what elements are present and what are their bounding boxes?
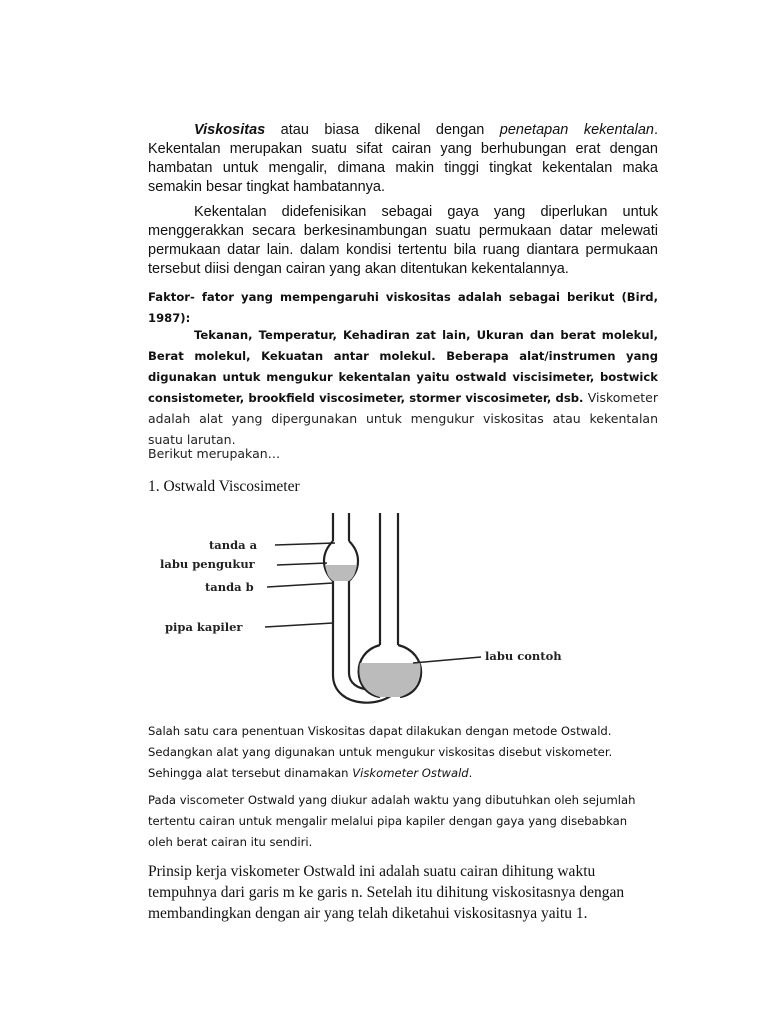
method-paragraph xyxy=(148,721,668,784)
measured-paragraph: Pada viscometer Ostwald yang diukur adalah waktu yang dibutuhkan oleh sejumlah tertentu cairan untuk mengalir melalui pipa kapiler dengan gaya yang disebabkan oleh berat cairan itu sendiri. xyxy=(148,793,636,849)
term-viskometer-ostwald: Viskometer Ostwald xyxy=(352,766,469,780)
factors-heading: Faktor- fator yang mempengaruhi viskositas adalah sebagai berikut (Bird, 1987): xyxy=(148,290,658,325)
intro-text-1: atau biasa dikenal dengan xyxy=(265,122,500,138)
principle-paragraph: Prinsip kerja viskometer Ostwald ini adalah suatu cairan dihitung waktu tempuhnya dari garis m ke garis n. Setelah itu dihitung viskositasnya dengan membandingkan dengan air yang telah diketahui viskositasnya yaitu 1. xyxy=(148,863,625,922)
list-item-ostwald: 1. Ostwald Viscosimeter xyxy=(148,478,300,495)
method-text: Salah satu cara penentuan Viskositas dapat dilakukan dengan metode Ostwald. Sedangkan alat yang digunakan untuk mengukur viskositas disebut viskometer. Sehingga alat tersebut dinamakan xyxy=(148,724,613,780)
leader-lines xyxy=(265,543,481,663)
label-labu-contoh: labu contoh xyxy=(485,649,562,663)
berikut-line: Berikut merupakan… xyxy=(148,446,281,461)
label-tanda-b: tanda b xyxy=(205,580,254,594)
term-penetapan: penetapan kekentalan xyxy=(499,122,654,138)
factors-paragraph xyxy=(148,325,658,451)
term-viskositas: Viskositas xyxy=(194,122,266,138)
ostwald-viscometer-diagram xyxy=(155,505,595,715)
label-tanda-a: tanda a xyxy=(209,538,258,552)
label-pipa-kapiler: pipa kapiler xyxy=(165,620,243,634)
definition-text: Kekentalan didefenisikan sebagai gaya yang diperlukan untuk menggerakkan secara berkesinambungan suatu permukaan datar melewati permukaan datar lain. dalam kondisi tertentu bila ruang diantara permukaan tersebut diisi dengan cairan yang akan ditentukan kekentalannya. xyxy=(148,204,658,277)
factors-handwritten-text: Viskometer adalah alat yang dipergunakan untuk mengukur viskositas atau kekentalan suatu larutan. xyxy=(148,390,658,447)
definition-paragraph xyxy=(148,203,658,279)
factors-text: Tekanan, Temperatur, Kehadiran zat lain, Ukuran dan berat molekul, Berat molekul, Kekuatan antar molekul. Beberapa alat/instrumen yang digunakan untuk mengukur kekentalan yaitu ostwald viscisimeter, bostwick consistometer, brookfield viscosimeter, stormer viscosimeter, dsb. xyxy=(148,328,658,405)
method-end: . xyxy=(468,766,473,780)
label-labu-pengukur: labu pengukur xyxy=(160,557,255,571)
intro-text-2: . Kekentalan merupakan suatu sifat cairan yang berhubungan erat dengan hambatan untuk mengalir, dimana makin tinggi tingkat kekentalan maka semakin besar tingkat hambatannya. xyxy=(148,122,658,195)
intro-paragraph xyxy=(148,121,658,197)
